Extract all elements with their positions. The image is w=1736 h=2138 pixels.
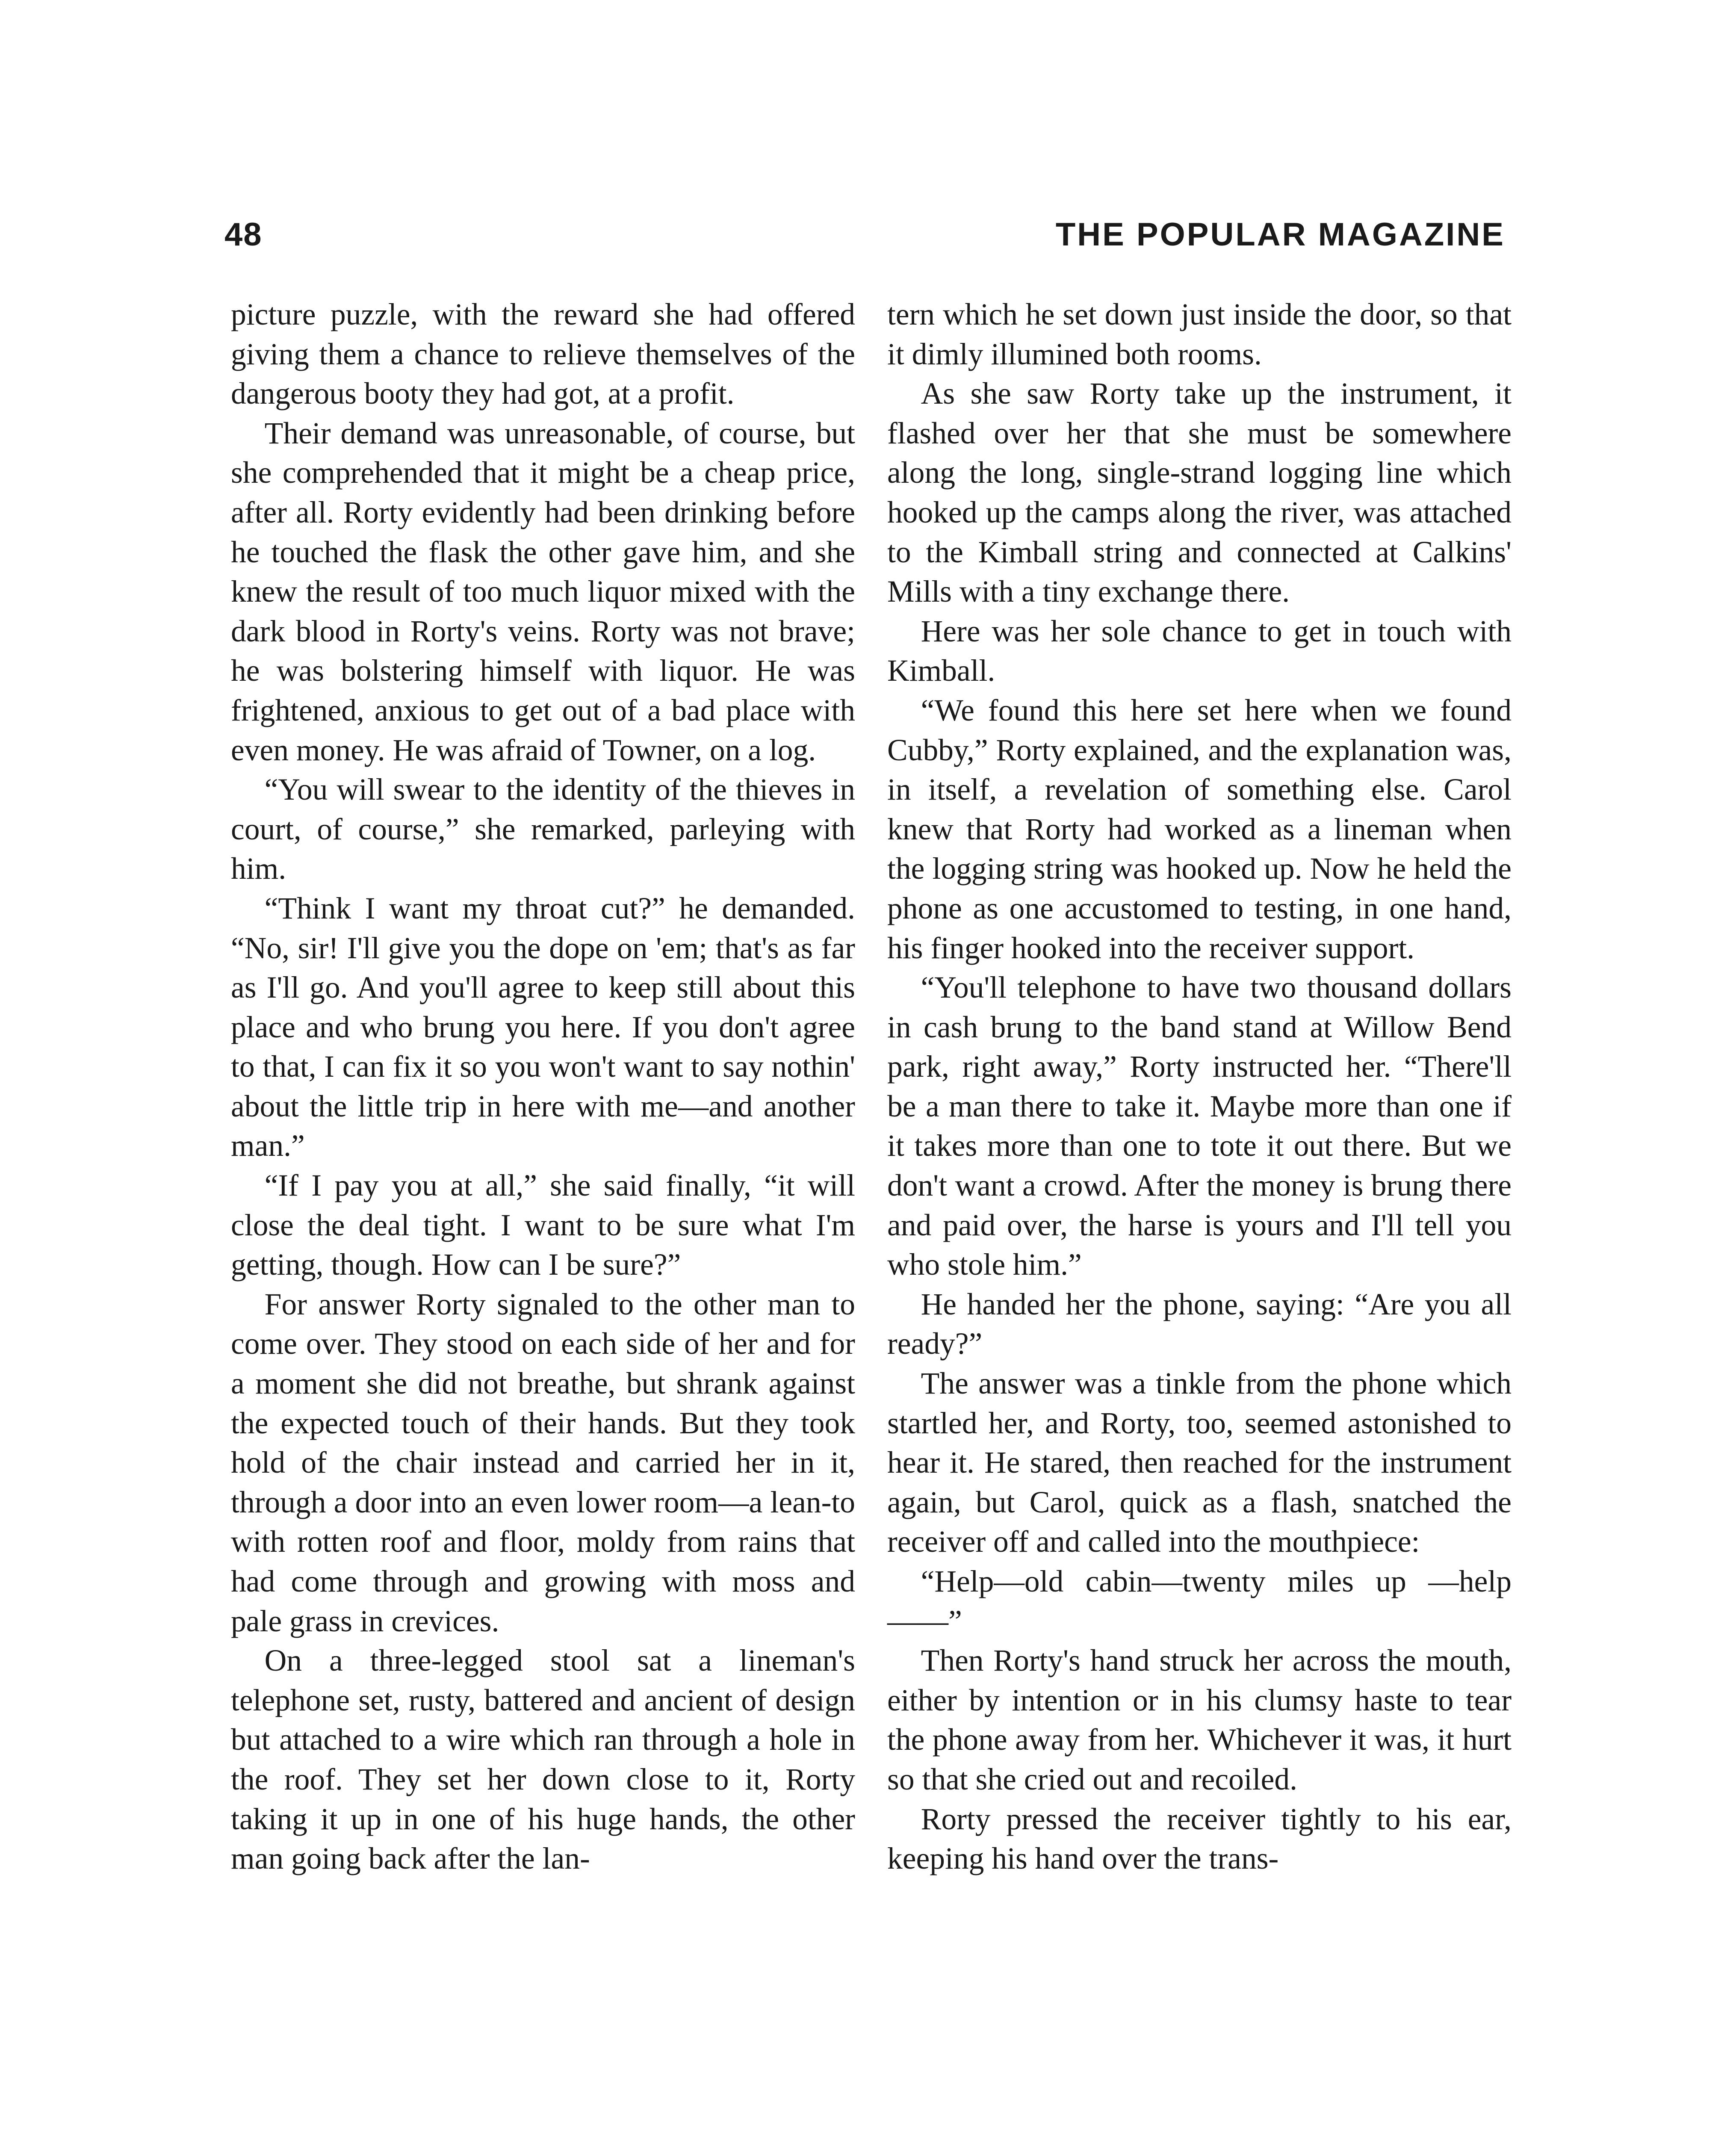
text-column-right [887, 295, 1512, 1879]
paragraph: Here was her sole chance to get in touch with Kimball. [887, 614, 1512, 688]
page-number: 48 [224, 216, 263, 253]
paragraph: “If I pay you at all,” she said finally, “it will close the deal tight. I want to be sure what I'm getting, though. How can I be sure?” [231, 1169, 855, 1282]
paragraph: Their demand was unreasonable, of course, but she comprehended that it might be a cheap price, after all. Rorty evidently had been drinking before he touched the flask the other gave him, and she knew the result of too much liquor mixed with the dark blood in Rorty's veins. Rorty was not brave; he was bolstering himself with liquor. He was frightened, anxious to get out of a bad place with even money. He was afraid of Towner, on a log. [231, 416, 855, 767]
paragraph: picture puzzle, with the reward she had offered giving them a chance to relieve themselves of the dangerous booty they had got, at a profit. [231, 298, 855, 411]
paragraph: On a three-legged stool sat a lineman's telephone set, rusty, battered and ancient of design but attached to a wire which ran through a hole in the roof. They set her down close to it, Rorty taking it up in one of his huge hands, the other man going back after the lan- [231, 1644, 855, 1876]
text-column-left [231, 295, 855, 1879]
paragraph: The answer was a tinkle from the phone which startled her, and Rorty, too, seemed astonished to hear it. He stared, then reached for the instrument again, but Carol, quick as a flash, snatched the receiver off and called into the mouthpiece: [887, 1367, 1512, 1559]
paragraph: tern which he set down just inside the door, so that it dimly illumined both rooms. [887, 298, 1512, 371]
running-head: THE POPULAR MAGAZINE [1055, 216, 1505, 253]
paragraph: Rorty pressed the receiver tightly to his ear, keeping his hand over the trans- [887, 1802, 1512, 1876]
paragraph: “You will swear to the identity of the thieves in court, of course,” she remarked, parleying with him. [231, 773, 855, 886]
paragraph: Then Rorty's hand struck her across the mouth, either by intention or in his clumsy haste to tear the phone away from her. Whichever it was, it hurt so that she cried out and recoiled. [887, 1644, 1512, 1796]
paragraph: He handed her the phone, saying: “Are you all ready?” [887, 1287, 1512, 1361]
paragraph: “Think I want my throat cut?” he demanded. “No, sir! I'll give you the dope on 'em; that's as far as I'll go. And you'll agree to keep still about this place and who brung you here. If you don't agree to that, I can fix it so you won't want to say nothin' about the little trip in here with me—and another man.” [231, 891, 855, 1163]
paragraph: “Help—old cabin—twenty miles up —help——” [887, 1565, 1512, 1638]
paragraph: “You'll telephone to have two thousand dollars in cash brung to the band stand at Willow Bend park, right away,” Rorty instructed her. “There'll be a man there to take it. Maybe more than one if it takes more than one to tote it out there. But we don't want a crowd. After the money is brung there and paid over, the harse is yours and I'll tell you who stole him.” [887, 971, 1512, 1282]
paragraph: As she saw Rorty take up the instrument, it flashed over her that she must be somewhere along the long, single-strand logging line which hooked up the camps along the river, was attached to the Kimball string and connected at Calkins' Mills with a tiny exchange there. [887, 377, 1512, 609]
paragraph: For answer Rorty signaled to the other man to come over. They stood on each side of her and for a moment she did not breathe, but shrank against the expected touch of their hands. But they took hold of the chair instead and carried her in it, through a door into an even lower room—a lean-to with rotten roof and floor, moldy from rains that had come through and growing with moss and pale grass in crevices. [231, 1287, 855, 1638]
paragraph: “We found this here set here when we found Cubby,” Rorty explained, and the explanation was, in itself, a revelation of something else. Carol knew that Rorty had worked as a lineman when the logging string was hooked up. Now he held the phone as one accustomed to testing, in one hand, his finger hooked into the receiver support. [887, 693, 1512, 965]
